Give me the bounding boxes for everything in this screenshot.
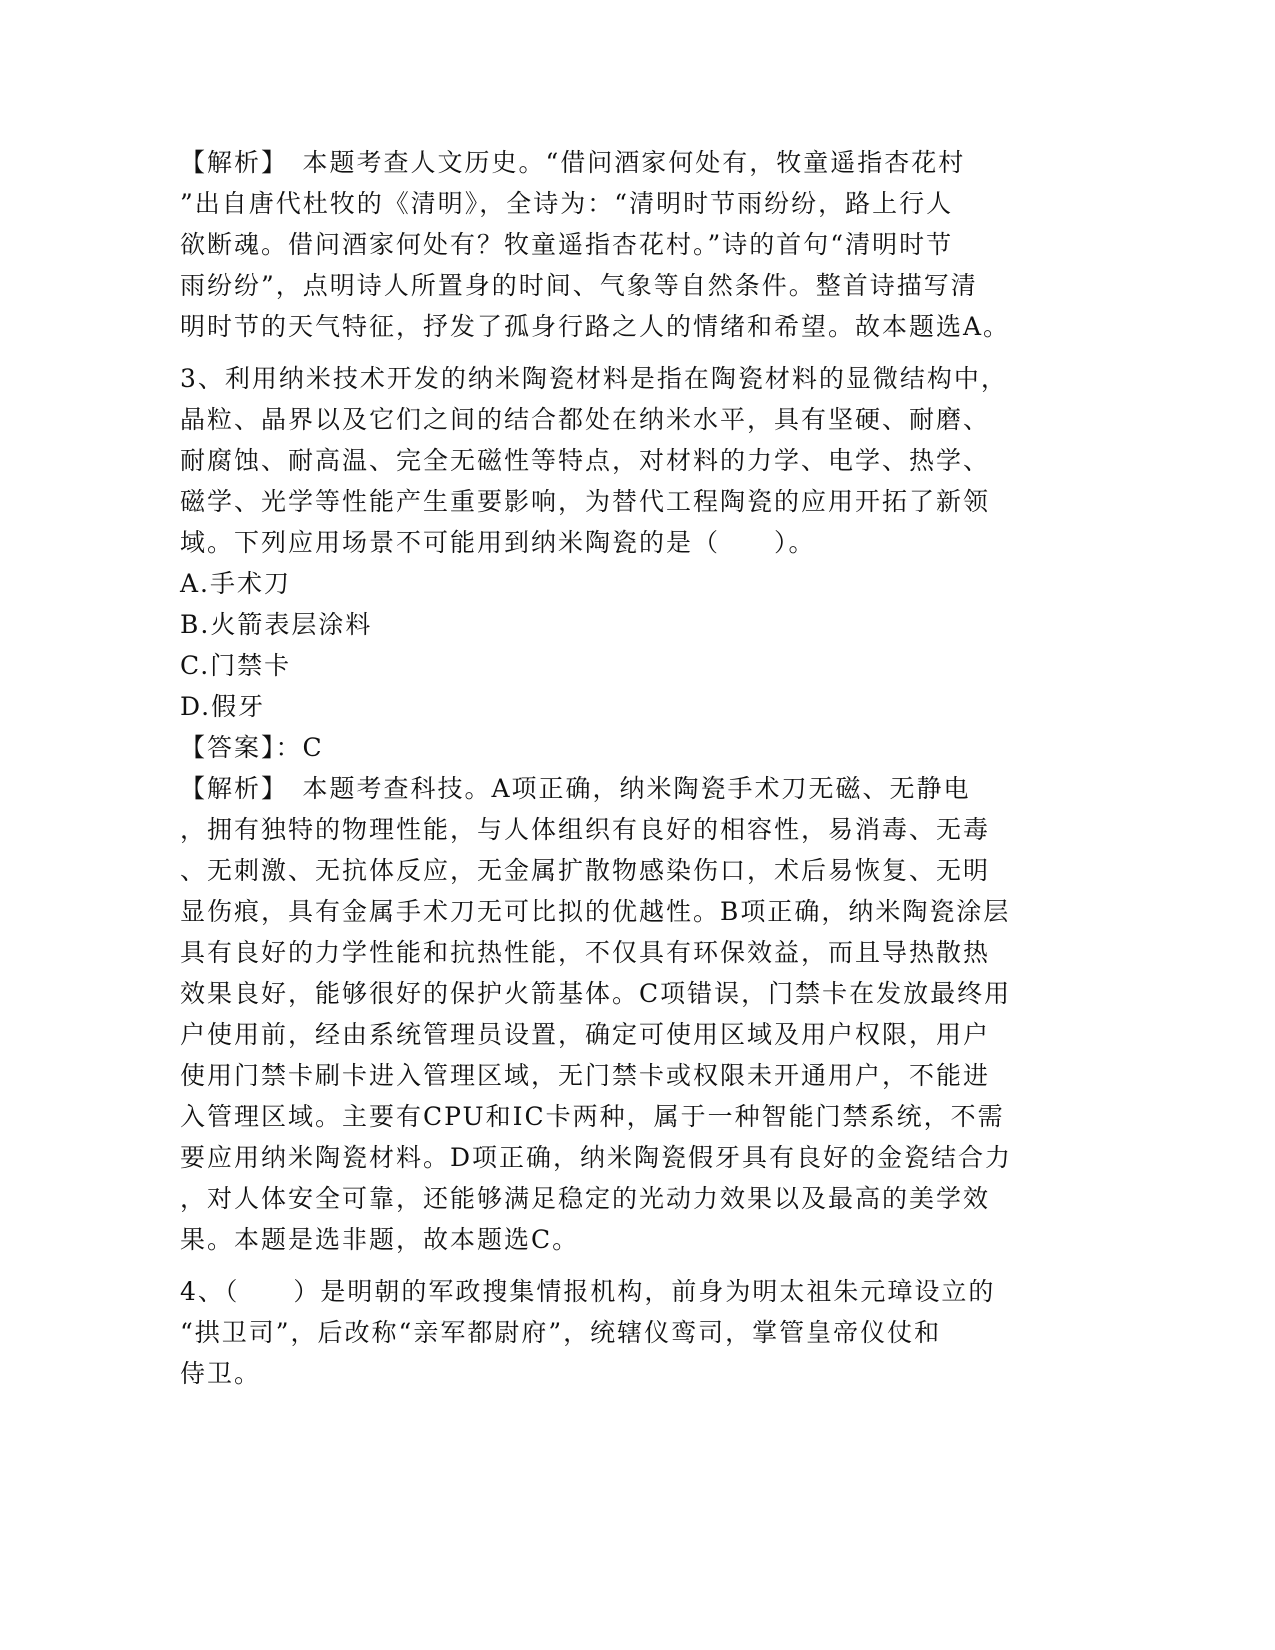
question-stem-line: 耐腐蚀、耐高温、完全无磁性等特点，对材料的力学、电学、热学、 bbox=[180, 446, 991, 475]
option-a: A.手术刀 bbox=[180, 569, 292, 598]
spacer bbox=[180, 1260, 1030, 1271]
analysis-line: 欲断魂。借问酒家何处有？牧童遥指杏花村。”诗的首句“清明时节 bbox=[180, 230, 954, 259]
analysis-line: 户使用前，经由系统管理员设置，确定可使用区域及用户权限，用户 bbox=[180, 1020, 991, 1049]
question-stem-line: 域。下列应用场景不可能用到纳米陶瓷的是（ ）。 bbox=[180, 528, 816, 557]
analysis-line: 果。本题是选非题，故本题选C。 bbox=[180, 1225, 580, 1254]
option-d: D.假牙 bbox=[180, 692, 266, 721]
document-page bbox=[180, 142, 1030, 1394]
answer-line: 【答案】：C bbox=[180, 733, 324, 762]
spacer bbox=[180, 347, 1030, 358]
analysis-line: 具有良好的力学性能和抗热性能，不仅具有环保效益，而且导热散热 bbox=[180, 938, 991, 967]
analysis-line: 【解析】 本题考查人文历史。“借问酒家何处有，牧童遥指杏花村 bbox=[180, 148, 966, 177]
analysis-line: 雨纷纷”，点明诗人所置身的时间、气象等自然条件。整首诗描写清 bbox=[180, 271, 978, 300]
analysis-line: 、无刺激、无抗体反应，无金属扩散物感染伤口，术后易恢复、无明 bbox=[180, 856, 991, 885]
analysis-line: 效果良好，能够很好的保护火箭基体。C项错误，门禁卡在发放最终用 bbox=[180, 979, 1012, 1008]
analysis-line: 入管理区域。主要有CPU和IC卡两种，属于一种智能门禁系统，不需 bbox=[180, 1102, 1005, 1131]
option-b: B.火箭表层涂料 bbox=[180, 610, 373, 639]
option-c: C.门禁卡 bbox=[180, 651, 292, 680]
analysis-line: 显伤痕，具有金属手术刀无可比拟的优越性。B项正确，纳米陶瓷涂层 bbox=[180, 897, 1011, 926]
analysis-line: 【解析】 本题考查科技。A项正确，纳米陶瓷手术刀无磁、无静电 bbox=[180, 774, 971, 803]
question-4 bbox=[180, 1271, 1030, 1394]
question-stem-line: 晶粒、晶界以及它们之间的结合都处在纳米水平，具有坚硬、耐磨、 bbox=[180, 405, 991, 434]
question-stem-line: “拱卫司”，后改称“亲军都尉府”，统辖仪鸾司，掌管皇帝仪仗和 bbox=[180, 1318, 942, 1347]
analysis-line: 明时节的天气特征，抒发了孤身行路之人的情绪和希望。故本题选A。 bbox=[180, 312, 1011, 341]
question-stem-line: 3、利用纳米技术开发的纳米陶瓷材料是指在陶瓷材料的显微结构中， bbox=[180, 364, 1008, 393]
analysis-line: ，拥有独特的物理性能，与人体组织有良好的相容性，易消毒、无毒 bbox=[180, 815, 991, 844]
analysis-line: ”出自唐代杜牧的《清明》，全诗为：“清明时节雨纷纷，路上行人 bbox=[180, 189, 954, 218]
question-3 bbox=[180, 358, 1030, 1260]
question-stem-line: 侍卫。 bbox=[180, 1359, 262, 1388]
analysis-line: 使用门禁卡刷卡进入管理区域，无门禁卡或权限未开通用户，不能进 bbox=[180, 1061, 991, 1090]
previous-analysis bbox=[180, 142, 1030, 347]
analysis-line: 要应用纳米陶瓷材料。D项正确，纳米陶瓷假牙具有良好的金瓷结合力 bbox=[180, 1143, 1013, 1172]
analysis-line: ，对人体安全可靠，还能够满足稳定的光动力效果以及最高的美学效 bbox=[180, 1184, 991, 1213]
question-stem-line: 4、（ ）是明朝的军政搜集情报机构，前身为明太祖朱元璋设立的 bbox=[180, 1277, 996, 1306]
question-stem-line: 磁学、光学等性能产生重要影响，为替代工程陶瓷的应用开拓了新领 bbox=[180, 487, 991, 516]
